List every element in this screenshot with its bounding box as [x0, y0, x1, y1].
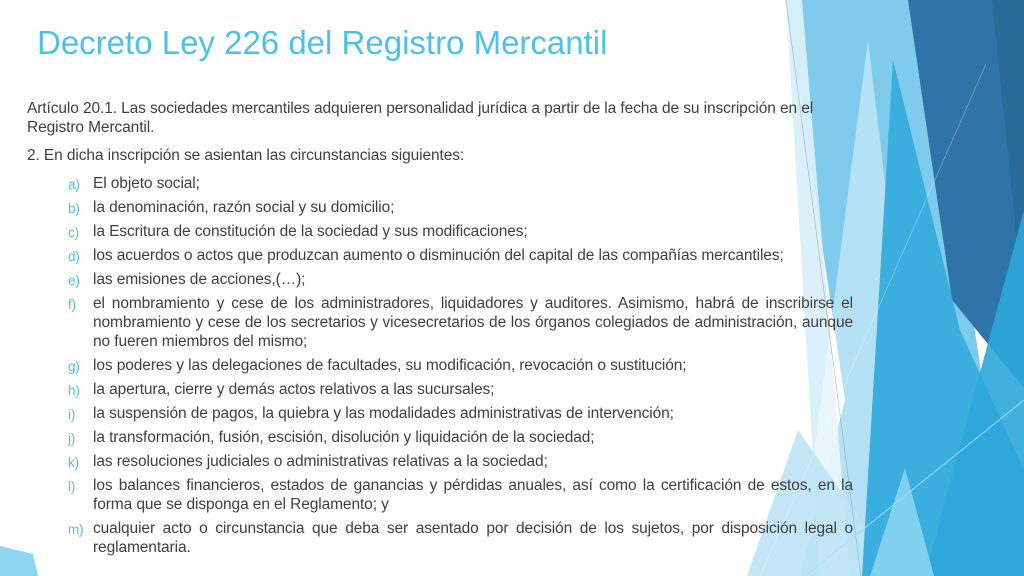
list-item-text: la denominación, razón social y su domicilio;	[93, 199, 395, 217]
slide-title: Decreto Ley 226 del Registro Mercantil	[37, 24, 608, 61]
list-item	[68, 198, 853, 217]
article-paragraph: Artículo 20.1. Las sociedades mercantiles adquieren personalidad jurídica a partir de la fecha de su inscripción en el Registro Mercantil.	[27, 100, 814, 137]
list-item-letter: c)	[68, 225, 80, 241]
list-item-letter: k)	[68, 455, 80, 471]
list-item	[68, 294, 853, 351]
list-item-letter: b)	[68, 201, 80, 217]
list-item-letter: j)	[68, 431, 76, 447]
list-item	[68, 428, 853, 447]
list-item-text: la transformación, fusión, escisión, disolución y liquidación de la sociedad;	[93, 429, 595, 447]
list-item-letter: m)	[68, 522, 84, 538]
list-item-text: los acuerdos o actos que produzcan aumento o disminución del capital de las compañías mercantiles;	[93, 247, 784, 265]
list-item	[68, 356, 853, 375]
list-item-text: el nombramiento y cese de los administradores, liquidadores y auditores. Asimismo, habrá de inscribirse el nombramiento y cese de los secretarios y vicesecretarios de los órganos colegiados de administración, aunque no fueren miembros del mismo;	[93, 295, 853, 351]
list-item-text: El objeto social;	[93, 175, 200, 193]
list-item-text: los balances financieros, estados de ganancias y pérdidas anuales, así como la certificación de estos, en la forma que se disponga en el Reglamento; y	[93, 477, 853, 514]
list-item-letter: g)	[68, 359, 80, 375]
list-item-text: las resoluciones judiciales o administrativas relativas a la sociedad;	[93, 453, 548, 471]
list-item	[68, 452, 853, 471]
list-item-text: la suspensión de pagos, la quiebra y las modalidades administrativas de intervención;	[93, 405, 674, 423]
list-item-letter: i)	[68, 407, 76, 423]
list-item	[68, 380, 853, 399]
registration-items-list	[0, 174, 1024, 557]
list-item-letter: h)	[68, 383, 80, 399]
list-item	[68, 174, 853, 193]
list-item	[68, 404, 853, 423]
intro-paragraph: 2. En dicha inscripción se asientan las circunstancias siguientes:	[27, 147, 465, 165]
list-item	[68, 476, 853, 514]
list-item-text: las emisiones de acciones,(…);	[93, 271, 306, 289]
list-item-text: la apertura, cierre y demás actos relativos a las sucursales;	[93, 381, 495, 399]
list-item	[68, 222, 853, 241]
list-item	[68, 270, 853, 289]
list-item	[68, 246, 853, 265]
list-item	[68, 519, 853, 557]
list-item-letter: d)	[68, 249, 80, 265]
list-item-letter: f)	[68, 297, 77, 313]
list-item-letter: a)	[68, 177, 80, 193]
list-item-text: cualquier acto o circunstancia que deba ser asentado por decisión de los sujetos, por disposición legal o reglamentaria.	[93, 520, 853, 557]
list-item-letter: e)	[68, 273, 80, 289]
list-item-letter: l)	[68, 479, 76, 495]
list-item-text: la Escritura de constitución de la sociedad y sus modificaciones;	[93, 223, 528, 241]
list-item-text: los poderes y las delegaciones de facultades, su modificación, revocación o sustitución;	[93, 357, 687, 375]
